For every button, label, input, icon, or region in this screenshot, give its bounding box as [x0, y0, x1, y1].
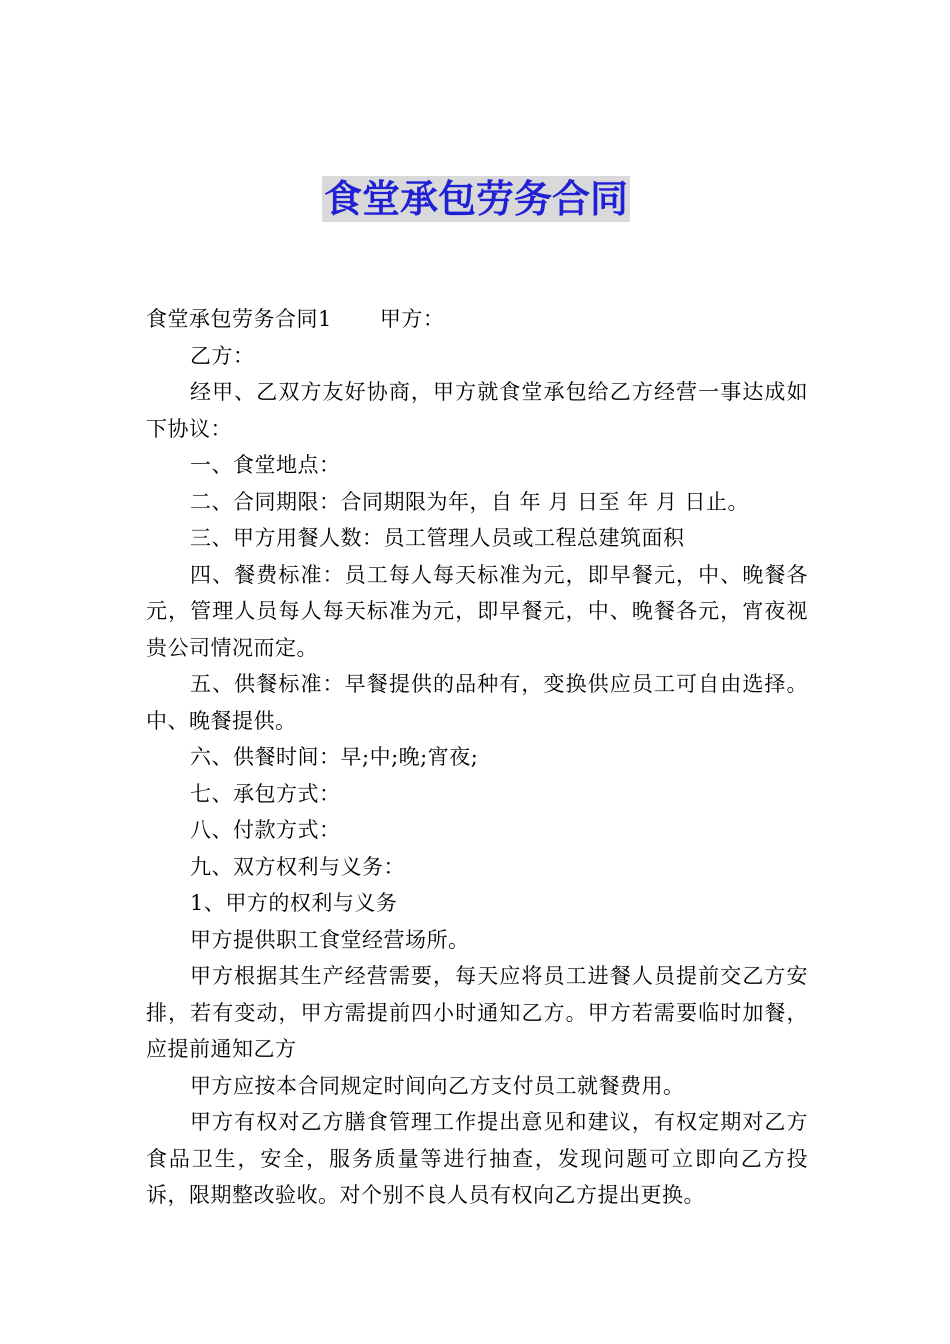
- paragraph: 九、双方权利与义务：: [190, 854, 405, 879]
- paragraph: 八、付款方式：: [190, 818, 341, 842]
- paragraph: 三、甲方用餐人数：员工管理人员或工程总建筑面积: [190, 526, 685, 550]
- paragraph: 二、合同期限：合同期限为年，自 年 月 日至 年 月 日止。: [190, 489, 750, 514]
- paragraph: 1、甲方的权利与义务: [190, 891, 398, 915]
- paragraph: 甲方根据其生产经营需要，每天应将员工进餐人员提前交乙方安排，若有变动，甲方需提前四小时通知乙方。甲方若需要临时加餐，应提前通知乙方: [146, 964, 808, 1061]
- paragraph: 六、供餐时间：早;中;晚;宵夜;: [190, 745, 479, 769]
- heading-line: [146, 301, 808, 338]
- paragraph: 乙方：: [190, 343, 255, 368]
- paragraph: 五、供餐标准：早餐提供的品种有，变换供应员工可自由选择。中、晚餐提供。: [146, 672, 808, 733]
- paragraph: 一、食堂地点：: [190, 453, 341, 477]
- document-body: [146, 301, 808, 1214]
- party-a-label: 甲方：: [379, 307, 445, 331]
- paragraph: 甲方应按本合同规定时间向乙方支付员工就餐费用。: [190, 1073, 685, 1098]
- heading-label: 食堂承包劳务合同1: [146, 307, 332, 331]
- paragraph: 甲方有权对乙方膳食管理工作提出意见和建议，有权定期对乙方食品卫生，安全，服务质量等进行抽查，发现问题可立即向乙方投诉，限期整改验收。对个别不良人员有权向乙方提出更换。: [146, 1110, 808, 1207]
- paragraph: 经甲、乙双方友好协商，甲方就食堂承包给乙方经营一事达成如下协议：: [146, 380, 808, 441]
- paragraph: 甲方提供职工食堂经营场所。: [190, 927, 470, 952]
- paragraph: 七、承包方式：: [190, 781, 341, 806]
- paragraph: 四、餐费标准：员工每人每天标准为元，即早餐元，中、晚餐各元，管理人员每人每天标准为元，即早餐元，中、晚餐各元，宵夜视贵公司情况而定。: [146, 562, 808, 660]
- document-title: 食堂承包劳务合同: [324, 177, 629, 221]
